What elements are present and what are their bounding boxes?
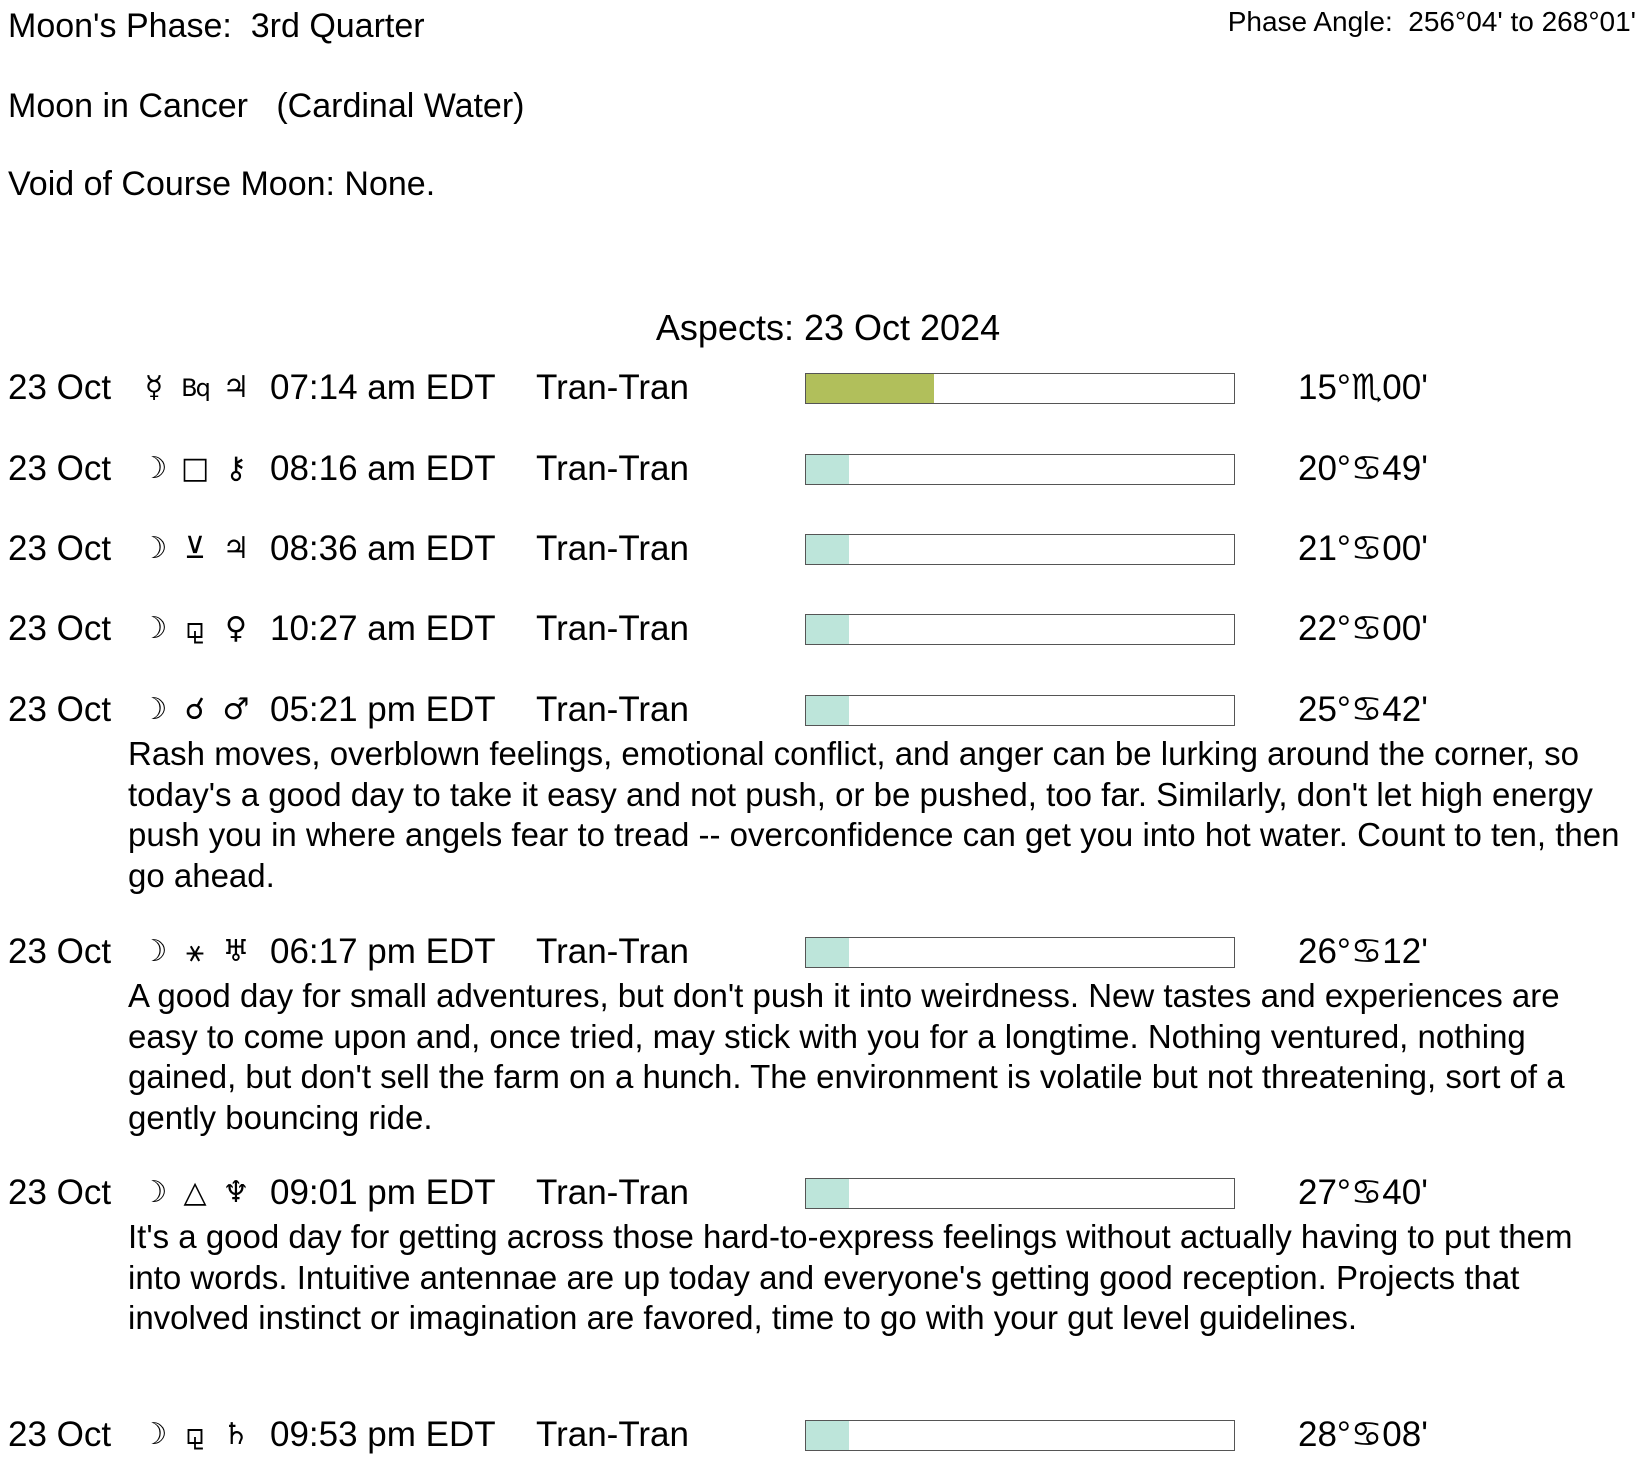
aspect-type: Tran-Tran xyxy=(536,609,689,648)
aspect-description: A good day for small adventures, but don't push it into weirdness. New tastes and experiences are easy to come upon and, once tried, may stick with you for a longtime. Nothing ventured, nothing gained, but don't sell the farm on a hunch. The environment is volatile but not threatening, sort of a gently bouncing ride. xyxy=(128,977,1565,1136)
strength-bar xyxy=(805,373,1235,404)
aspect-date: 23 Oct xyxy=(8,609,112,648)
aspect-row xyxy=(0,1411,1650,1459)
strength-bar-fill xyxy=(806,1179,849,1208)
aspects-title xyxy=(0,308,1650,348)
aspect-time: 08:16 am EDT xyxy=(270,449,496,488)
aspect-position: 15°♏00' xyxy=(1298,368,1428,407)
aspect-time: 06:17 pm EDT xyxy=(270,932,496,971)
planet2-glyph-icon: ♅ xyxy=(222,934,250,969)
strength-bar xyxy=(805,695,1235,726)
phase-angle-label: Phase Angle: 256°04' to 268°01' xyxy=(1227,6,1636,37)
strength-bar-fill xyxy=(806,615,849,644)
moon-phase-label: Moon's Phase: 3rd Quarter xyxy=(8,7,425,45)
aspect-glyph-icon: ⚹ xyxy=(186,934,204,969)
aspect-glyph-icon: □ xyxy=(180,451,210,486)
strength-bar xyxy=(805,454,1235,485)
strength-bar xyxy=(805,1178,1235,1209)
aspect-time: 09:01 pm EDT xyxy=(270,1173,496,1212)
aspect-type: Tran-Tran xyxy=(536,690,689,729)
planet1-glyph-icon: ☽ xyxy=(140,451,168,486)
strength-bar xyxy=(805,534,1235,565)
planet2-glyph-icon: ♀ xyxy=(225,611,247,646)
strength-bar-fill xyxy=(806,696,849,725)
aspect-entry xyxy=(0,928,1650,1138)
planet1-glyph-icon: ☽ xyxy=(140,934,168,969)
aspect-position: 27°♋40' xyxy=(1298,1173,1428,1212)
aspect-glyph-icon: ⚼ xyxy=(184,1417,206,1452)
strength-bar xyxy=(805,614,1235,645)
aspect-glyph-icon: ☌ xyxy=(184,692,206,727)
planet2-glyph-icon: ♃ xyxy=(222,531,250,566)
aspect-glyph-icon: Bq xyxy=(181,374,209,402)
aspect-type: Tran-Tran xyxy=(536,368,689,407)
aspect-time: 08:36 am EDT xyxy=(270,529,496,568)
aspect-glyph-icon: ⚼ xyxy=(184,611,206,646)
planet2-glyph-icon: ♆ xyxy=(222,1175,250,1210)
aspect-row xyxy=(0,445,1650,493)
aspect-date: 23 Oct xyxy=(8,690,112,729)
planet2-glyph-icon: ⚷ xyxy=(225,451,247,486)
void-of-course-label: Void of Course Moon: None. xyxy=(8,165,436,203)
aspect-description: It's a good day for getting across those hard-to-express feelings without actually having to put them into words. Intuitive antennae are up today and everyone's getting good reception. Projects that involved instinct or imagination are favored, time to go with your gut level guidelines. xyxy=(128,1218,1573,1336)
aspects-title-text: Aspects: 23 Oct 2024 xyxy=(655,307,1001,348)
aspect-row xyxy=(0,1169,1650,1217)
strength-bar xyxy=(805,937,1235,968)
aspect-row xyxy=(0,605,1650,653)
aspect-date: 23 Oct xyxy=(8,449,112,488)
moon-sign-label: Moon in Cancer (Cardinal Water) xyxy=(8,87,525,125)
aspect-row xyxy=(0,686,1650,734)
planet2-glyph-icon: ♂ xyxy=(222,692,250,727)
planet2-glyph-icon: ♃ xyxy=(222,370,250,405)
aspect-entry xyxy=(0,364,1650,412)
aspect-position: 25°♋42' xyxy=(1298,690,1428,729)
aspect-position: 26°♋12' xyxy=(1298,932,1428,971)
aspect-row xyxy=(0,928,1650,976)
aspect-time: 10:27 am EDT xyxy=(270,609,496,648)
aspect-time: 09:53 pm EDT xyxy=(270,1415,496,1454)
planet1-glyph-icon: ☽ xyxy=(140,611,168,646)
aspect-entry xyxy=(0,605,1650,653)
aspect-type: Tran-Tran xyxy=(536,529,689,568)
aspect-entry xyxy=(0,445,1650,493)
aspect-type: Tran-Tran xyxy=(536,1415,689,1454)
strength-bar-fill xyxy=(806,535,849,564)
aspect-type: Tran-Tran xyxy=(536,1173,689,1212)
strength-bar-fill xyxy=(806,938,849,967)
aspect-position: 20°♋49' xyxy=(1298,449,1428,488)
aspect-time: 07:14 am EDT xyxy=(270,368,496,407)
aspect-type: Tran-Tran xyxy=(536,449,689,488)
aspect-glyph-icon: △ xyxy=(183,1175,207,1210)
planet1-glyph-icon: ☽ xyxy=(140,531,168,566)
strength-bar-fill xyxy=(806,374,934,403)
strength-bar-fill xyxy=(806,455,849,484)
planet1-glyph-icon: ☿ xyxy=(144,370,164,405)
planet2-glyph-icon: ♄ xyxy=(222,1417,250,1452)
aspect-date: 23 Oct xyxy=(8,932,112,971)
aspect-entry xyxy=(0,1411,1650,1459)
aspect-entry xyxy=(0,1169,1650,1339)
aspect-position: 22°♋00' xyxy=(1298,609,1428,648)
strength-bar xyxy=(805,1420,1235,1451)
aspect-row xyxy=(0,525,1650,573)
aspect-glyph-icon: ⊻ xyxy=(184,531,206,566)
aspect-entry xyxy=(0,686,1650,896)
aspect-date: 23 Oct xyxy=(8,1173,112,1212)
aspect-entry xyxy=(0,525,1650,573)
aspect-description: Rash moves, overblown feelings, emotional conflict, and anger can be lurking around the corner, so today's a good day to take it easy and not push, or be pushed, too far. Similarly, don't let high energy push you in where angels fear to tread -- overconfidence can get you into hot water. Count to ten, then go ahead. xyxy=(128,735,1620,894)
planet1-glyph-icon: ☽ xyxy=(140,1175,168,1210)
aspect-position: 21°♋00' xyxy=(1298,529,1428,568)
aspect-date: 23 Oct xyxy=(8,529,112,568)
planet1-glyph-icon: ☽ xyxy=(140,692,168,727)
aspect-date: 23 Oct xyxy=(8,368,112,407)
aspect-row xyxy=(0,364,1650,412)
planet1-glyph-icon: ☽ xyxy=(140,1417,168,1452)
aspect-position: 28°♋08' xyxy=(1298,1415,1428,1454)
strength-bar-fill xyxy=(806,1421,849,1450)
aspect-time: 05:21 pm EDT xyxy=(270,690,496,729)
aspect-type: Tran-Tran xyxy=(536,932,689,971)
aspect-date: 23 Oct xyxy=(8,1415,112,1454)
